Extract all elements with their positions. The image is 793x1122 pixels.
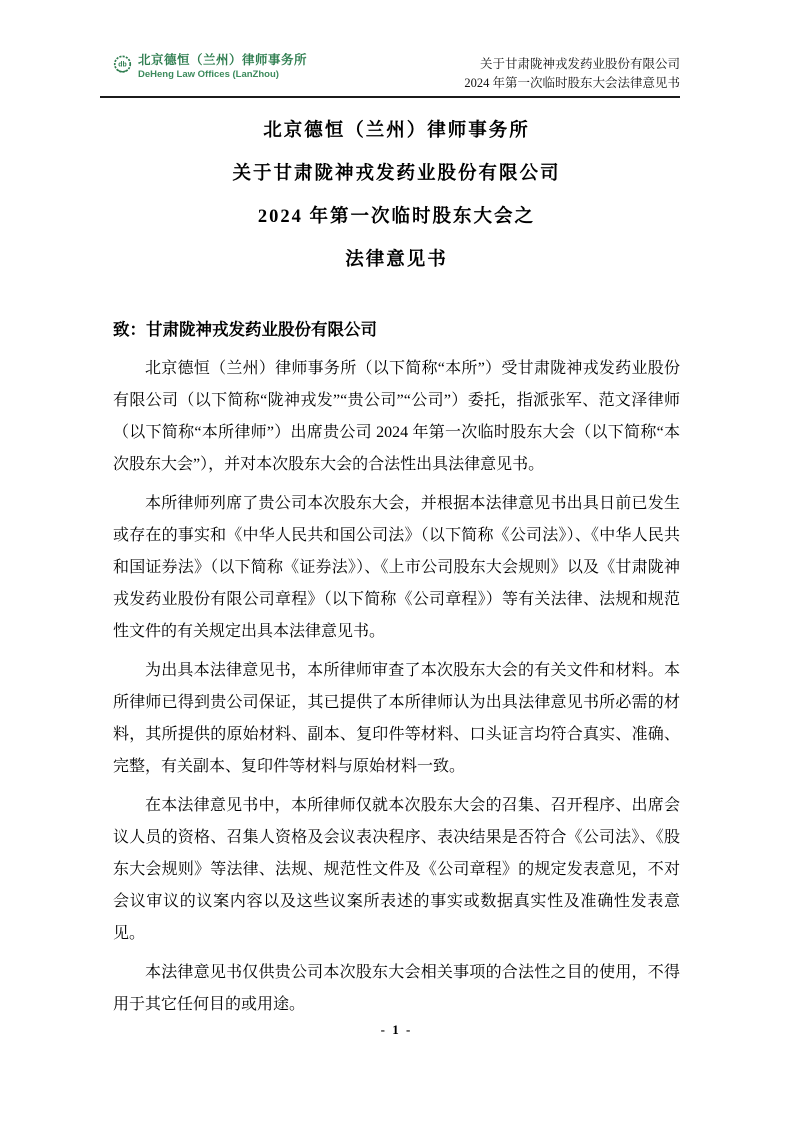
document-reference xyxy=(464,55,680,92)
deheng-seal-icon xyxy=(112,54,133,75)
law-firm-name-block xyxy=(138,53,307,81)
salutation-line: 致：甘肃陇神戎发药业股份有限公司 xyxy=(113,321,377,339)
doc-ref-line-2: 2024 年第一次临时股东大会法律意见书 xyxy=(464,75,680,90)
title-line-4: 法律意见书 xyxy=(345,250,448,270)
title-line-2: 关于甘肃陇神戎发药业股份有限公司 xyxy=(232,164,561,184)
page-footer xyxy=(0,1021,793,1039)
law-firm-name-en: DeHeng Law Offices (LanZhou) xyxy=(138,69,279,80)
title-line-1: 北京德恒（兰州）律师事务所 xyxy=(263,121,530,141)
title-line-3: 2024 年第一次临时股东大会之 xyxy=(257,207,536,227)
document-title xyxy=(113,110,680,282)
paragraph-4: 在本法律意见书中，本所律师仅就本次股东大会的召集、召开程序、出席会议人员的资格、召集人资格及会议表决程序、表决结果是否符合《公司法》、《股东大会规则》等法律、法规、规范性文件及《公司章程》的规定发表意见，不对会议审议的议案内容以及这些议案所表述的事实或数据真实性及准确性发表意见。 xyxy=(113,797,680,942)
page-header xyxy=(100,0,680,98)
law-firm-name-zh: 北京德恒（兰州）律师事务所 xyxy=(138,53,308,67)
page-number: - 1 - xyxy=(380,1022,413,1037)
paragraph-5: 本法律意见书仅供贵公司本次股东大会相关事项的合法性之目的使用，不得用于其它任何目的或用途。 xyxy=(113,964,680,1013)
law-firm-brand xyxy=(112,53,307,81)
paragraph-3: 为出具本法律意见书，本所律师审查了本次股东大会的有关文件和材料。本所律师已得到贵公司保证，其已提供了本所律师认为出具法律意见书所必需的材料，其所提供的原始材料、副本、复印件等材料、口头证言均符合真实、准确、完整，有关副本、复印件等材料与原始材料一致。 xyxy=(113,662,680,775)
paragraph-2: 本所律师列席了贵公司本次股东大会，并根据本法律意见书出具日前已发生或存在的事实和《中华人民共和国公司法》（以下简称《公司法》）、《中华人民共和国证券法》（以下简称《证券法》）、《上市公司股东大会规则》以及《甘肃陇神戎发药业股份有限公司章程》（以下简称《公司章程》）等有关法律、法规和规范性文件的有关规定出具本法律意见书。 xyxy=(113,495,680,640)
paragraph-1: 北京德恒（兰州）律师事务所（以下简称“本所”）受甘肃陇神戎发药业股份有限公司（以下简称“陇神戎发”“贵公司”“公司”）委托，指派张军、范文泽律师（以下简称“本所律师”）出席贵公司 2024 年第一次临时股东大会（以下简称“本次股东大会”），并对本次股东大会的合法性出具法律意见书。 xyxy=(113,360,680,473)
doc-ref-line-1: 关于甘肃陇神戎发药业股份有限公司 xyxy=(479,57,680,71)
document-body xyxy=(113,98,680,1021)
svg-text:db: db xyxy=(118,61,127,69)
